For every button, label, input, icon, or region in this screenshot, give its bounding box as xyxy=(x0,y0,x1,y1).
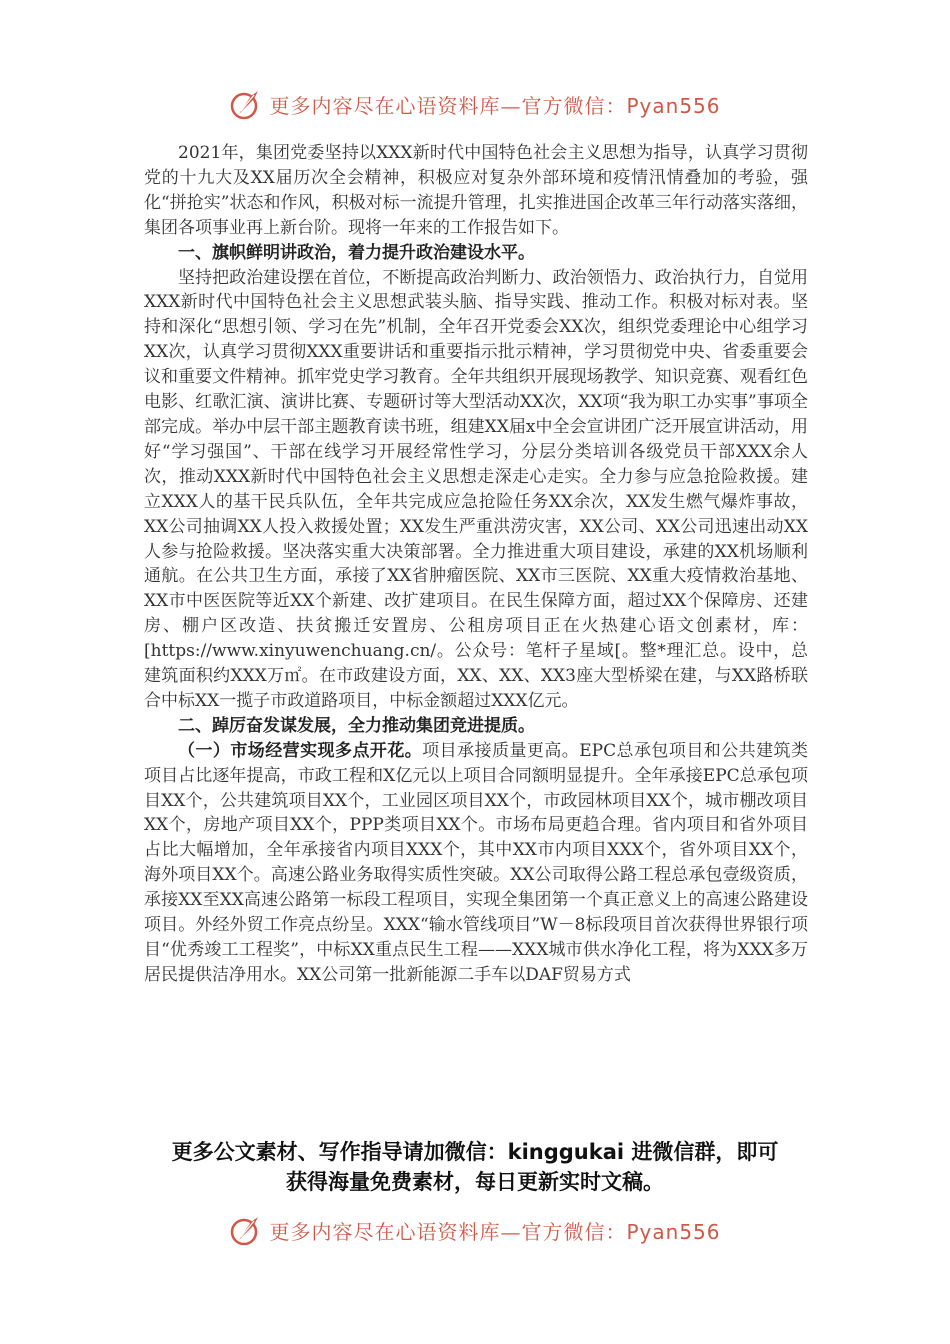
section-2-heading: 二、踔厉奋发谋发展，全力推动集团竞进提质。 xyxy=(178,715,535,736)
intro-paragraph: 2021年，集团党委坚持以XXX新时代中国特色社会主义思想为指导，认真学习贯彻党的十九大及XX届历次全会精神，积极应对复杂外部环境和疫情汛情叠加的考验，强化“拼抢实”状态和作风，积极对标一流提升管理，扎实推进国企改革三年行动落实落细，集团各项事业再上新台阶。现将一年来的工作报告如下。 xyxy=(144,143,808,238)
footer-banner xyxy=(0,1210,950,1250)
document-body xyxy=(144,141,808,988)
wechat-id: Pyan556 xyxy=(626,93,721,118)
section-1-heading: 一、旗帜鲜明讲政治，着力提升政治建设水平。 xyxy=(178,242,535,263)
quill-logo-icon xyxy=(229,1213,263,1247)
header-banner xyxy=(0,84,950,124)
section-2-sub-paragraph xyxy=(144,739,808,988)
wechat-id: Pyan556 xyxy=(626,1219,721,1244)
banner-text: 更多内容尽在心语资料库—官方微信：Pyan556 xyxy=(269,1219,721,1244)
promo-notice xyxy=(0,1137,950,1197)
promo-line-2: 获得海量免费素材，每日更新实时文稿。 xyxy=(286,1170,664,1194)
subsection-lead: （一）市场经营实现多点开花。 xyxy=(178,740,423,761)
promo-line-1: 更多公文素材、写作指导请加微信：kinggukai 进微信群，即可 xyxy=(171,1140,779,1164)
subsection-body: 项目承接质量更高。EPC总承包项目和公共建筑类项目占比逐年提高，市政工程和X亿元以上项目合同额明显提升。全年承接EPC总承包项目XX个，公共建筑项目XX个，工业园区项目XX个，市政园林项目XX个，城市棚改项目XX个，房地产项目XX个，PPP类项目XX个。市场布局更趋合理。省内项目和省外项目占比大幅增加，全年承接省内项目XXX个，其中XX市内项目XXX个，省外项目XX个，海外项目XX个。高速公路业务取得实质性突破。XX公司取得公路工程总承包壹级资质，承接XX至XX高速公路第一标段工程项目，实现全集团第一个真正意义上的高速公路建设项目。外经外贸工作亮点纷呈。XXX“输水管线项目”W－8标段项目首次获得世界银行项目“优秀竣工工程奖”，中标XX重点民生工程——XXX城市供水净化工程，将为XXX多万居民提供洁净用水。XX公司第一批新能源二手车以DAF贸易方式 xyxy=(144,740,808,985)
section-1-paragraph: 坚持把政治建设摆在首位，不断提高政治判断力、政治领悟力、政治执行力，自觉用XXX新时代中国特色社会主义思想武装头脑、指导实践、推动工作。积极对标对表。坚持和深化“思想引领、学习在先”机制，全年召开党委会XX次，组织党委理论中心组学习XX次，认真学习贯彻XXX重要讲话和重要指示批示精神，学习贯彻党中央、省委重要会议和重要文件精神。抓牢党史学习教育。全年共组织开展现场教学、知识竞赛、观看红色电影、红歌汇演、演讲比赛、专题研讨等大型活动XX次，XX项“我为职工办实事”事项全部完成。举办中层干部主题教育读书班，组建XX届x中全会宣讲团广泛开展宣讲活动，用好“学习强国”、干部在线学习开展经常性学习，分层分类培训各级党员干部XXX余人次，推动XXX新时代中国特色社会主义思想走深走心走实。全力参与应急抢险救援。建立XXX人的基干民兵队伍，全年共完成应急抢险任务XX余次，XX发生燃气爆炸事故，XX公司抽调XX人投入救援处置；XX发生严重洪涝灾害，XX公司、XX公司迅速出动XX人参与抢险救援。坚决落实重大决策部署。全力推进重大项目建设，承建的XX机场顺利通航。在公共卫生方面，承接了XX省肿瘤医院、XX市三医院、XX重大疫情救治基地、XX市中医医院等近XX个新建、改扩建项目。在民生保障方面，超过XX个保障房、还建房、棚户区改造、扶贫搬迁安置房、公租房项目正在火热建心语文创素材，库：[https://www.xinyuwenchuang.cn/。公众号：笔杆子星域[。整*理汇总。设中，总建筑面积约XXX万㎡。在市政建设方面，XX、XX、XX3座大型桥梁在建，与XX路桥联合中标XX一揽子市政道路项目，中标金额超过XXX亿元。 xyxy=(144,267,808,711)
quill-logo-icon xyxy=(229,87,263,121)
banner-text: 更多内容尽在心语资料库—官方微信：Pyan556 xyxy=(269,93,721,118)
